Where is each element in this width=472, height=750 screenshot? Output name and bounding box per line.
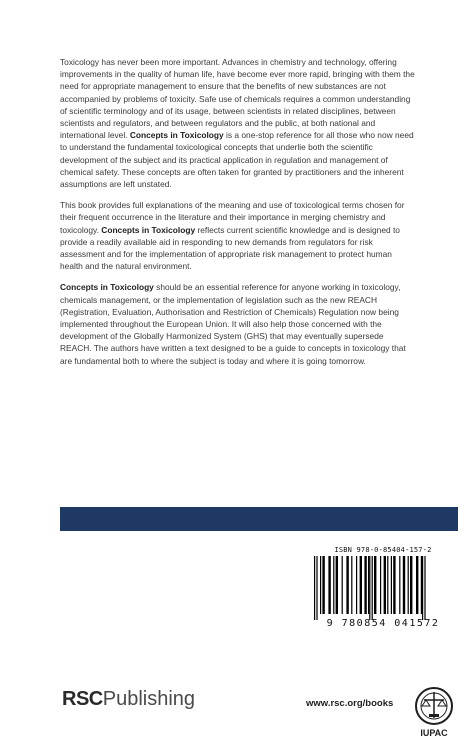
p2-text-a: This book provides full explanations of the meaning and use of toxicological terms chosen for their frequent occurrence in the literature and their importance in merging chemistry and toxicology.: [60, 200, 405, 235]
iupac-emblem-icon: [408, 684, 460, 728]
p1-book-title: Concepts in Toxicology: [129, 130, 224, 141]
ean-digits: 9 780854 041572: [326, 618, 440, 629]
website-link[interactable]: www.rsc.org/books: [306, 698, 394, 709]
barcode-bars: [312, 556, 456, 620]
iupac-label: IUPAC: [420, 728, 448, 738]
isbn-label: ISBN 978-0-85404-157-2: [334, 546, 432, 554]
logo-rsc: RSC: [62, 688, 103, 710]
iupac-logo: [408, 684, 460, 744]
p2-text-b: reflects current scientific knowledge and is designed to provide a readily available aid in responding to new demands from regulators for risk assessment and for the implementation of appropriate risk management to protect human health and the natural environment.: [60, 224, 400, 272]
p3-book-title: Concepts in Toxicology: [60, 282, 154, 293]
isbn-barcode: [308, 546, 458, 634]
publisher-logo[interactable]: [62, 688, 195, 711]
p1-text-a: Toxicology has never been more important. Advances in chemistry and technology, offering improvements in the quality of human life, have become ever more rapid, bringing with them the need for appropriate management to ensure that the benefits of new substances are not accompanied by problems of toxicity. Safe use of chemicals requires a common understanding of scientific terminology and of its usage, between scientists in related disciplines, between scientists and regulators, and between regulators and the public, at both national and international level.: [60, 57, 415, 141]
logo-publishing: Publishing: [102, 688, 196, 710]
blurb-paragraph-2: [60, 199, 417, 272]
blurb-paragraph-1: [60, 56, 417, 190]
p1-text-b: is a one-stop reference for all those who now need to understand the fundamental toxicological concepts that underlie both the scientific development of the subject and its practical application in regulation and management of chemical safety. These concepts are often taken for granted by practitioners and the inherent assumptions are left unstated.: [60, 130, 414, 190]
color-band: [60, 507, 458, 531]
blurb-paragraph-3: [60, 281, 417, 366]
p3-text-b: should be an essential reference for anyone working in toxicology, chemicals management, or the implementation of legislation such as the new REACH (Registration, Evaluation, Authorisation and Restriction of Chemicals) Regulation now being implemented throughout the European Union. It will also help those concerned with the development of the Globally Harmonized System (GHS) that may eventually supersede REACH. The authors have written a text designed to be a guide to concepts in toxicology that are fundamental both to where the subject is today and where it is going tomorrow.: [60, 282, 406, 366]
p2-book-title: Concepts in Toxicology: [101, 224, 196, 235]
blurb: [60, 56, 417, 376]
